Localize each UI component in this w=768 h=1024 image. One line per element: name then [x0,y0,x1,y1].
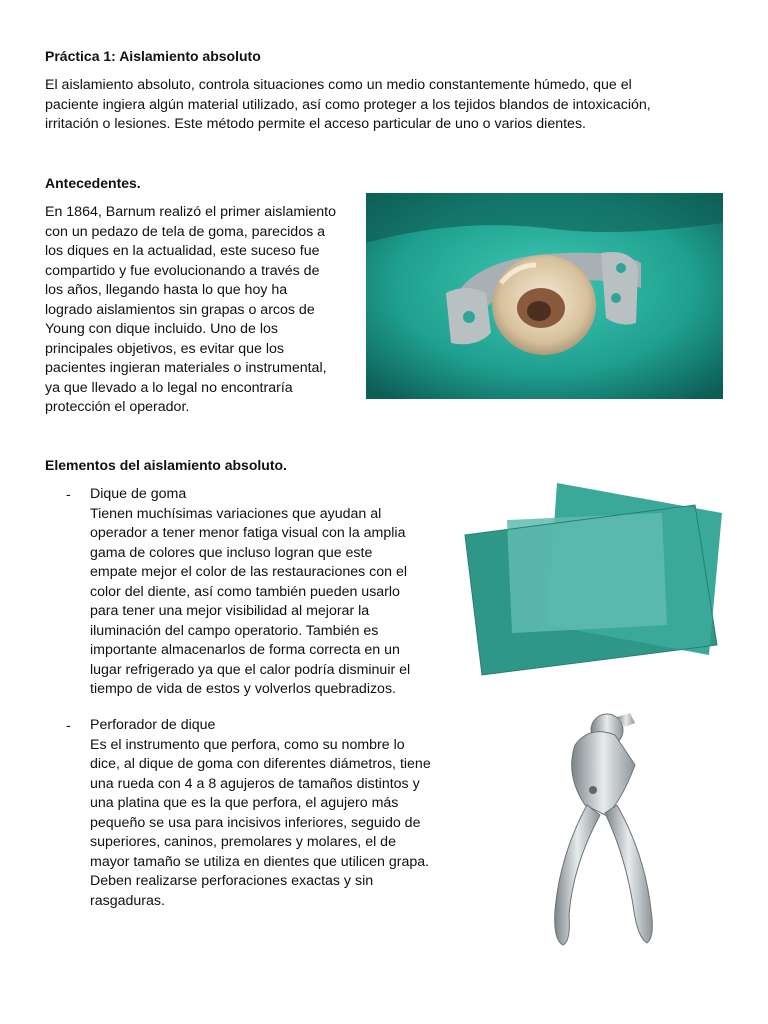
list-item-line: color del diente, así como también pueden usarlo [90,583,400,600]
list-item-line: Es el instrumento que perfora, como su nombre lo [90,736,405,753]
list-dash: - [66,717,71,733]
intro-paragraph [45,76,735,135]
list-item-line: importante almacenarlos de forma correcta en un [90,642,400,658]
antecedentes-line: En 1864, Barnum realizó el primer aislamiento [45,204,336,220]
list-item-line: operador a tener menor fatiga visual con la amplia [90,525,406,541]
intro-line: irritación o lesiones. Este método permite el acceso particular de uno o varios dientes. [45,116,586,132]
list-item-line: superiores, caninos, premolares y molares, el de [90,834,396,850]
elementos-heading: Elementos del aislamiento absoluto. [45,457,287,473]
list-item-line: una platina que es la que perfora, el agujero más [90,795,399,811]
dam-sheets-svg [447,475,725,680]
antecedentes-line: logrado aislamientos sin grapas o arcos de [45,301,315,318]
list-item-line: mayor tamaño se utiliza en dientes que utilicen grapa. [90,853,430,870]
antecedentes-line: pacientes ingieran materiales o instrumental, [45,360,327,376]
list-item-line: iluminación del campo operatorio. También es [90,622,379,639]
list-item-line: una rueda con 4 a 8 agujeros de tamaños distintos y [90,775,420,792]
list-item-line: pequeño se usa para incisivos inferiores, seguido de [90,814,421,831]
list-item-line: Tienen muchísimas variaciones que ayudan al [90,505,382,522]
antecedentes-line: Young con dique incluido. Uno de los [45,321,278,337]
list-dash: - [66,486,71,502]
list-item-dique-de-goma [90,485,440,700]
page-title: Práctica 1: Aislamiento absoluto [45,48,261,64]
antecedentes-line: protección el operador. [45,399,190,415]
antecedentes-paragraph [45,203,365,418]
list-item-line: rasgaduras. [90,892,165,909]
list-item-title: Perforador de dique [90,717,216,733]
intro-line: paciente ingiera algún material utilizado, así como proteger a los tejidos blandos de intoxicación, [45,96,651,113]
antecedentes-line: principales objetivos, es evitar que los [45,340,284,357]
list-item-title: Dique de goma [90,486,187,502]
tooth-photo-svg [366,193,723,399]
antecedentes-line: con un pedazo de tela de goma, parecidos a [45,223,326,240]
list-item-line: tiempo de vida de estos y volverlos quebradizos. [90,681,396,697]
list-item-line: para tener una mejor visibilidad al mejorar la [90,603,370,619]
list-item-perforador-de-dique [90,716,465,911]
rubber-dam-sheets-image [447,475,725,680]
list-item-line: dice, al dique de goma con diferentes diámetros, tiene [90,756,431,772]
antecedentes-line: los diques en la actualidad, este suceso fue [45,243,320,259]
list-item-line: Deben realizarse perforaciones exactas y sin [90,873,374,889]
list-item-line: empate mejor el color de las restauraciones con el [90,564,408,580]
list-item-line: gama de colores que incluso logran que este [90,544,373,561]
antecedentes-line: ya que llevado a lo legal no encontraría [45,379,293,396]
antecedentes-line: compartido y fue evolucionando a través de [45,262,320,279]
punch-svg [505,705,705,955]
intro-line: El aislamiento absoluto, controla situaciones como un medio constantemente húmedo, que el [45,77,632,93]
rubber-dam-punch-image [505,705,705,955]
antecedentes-heading: Antecedentes. [45,175,141,191]
antecedentes-line: los años, llegando hasta lo que hoy ha [45,282,288,298]
rubber-dam-tooth-photo [366,193,723,399]
list-item-line: lugar refrigerado ya que el calor podría disminuir el [90,661,411,678]
